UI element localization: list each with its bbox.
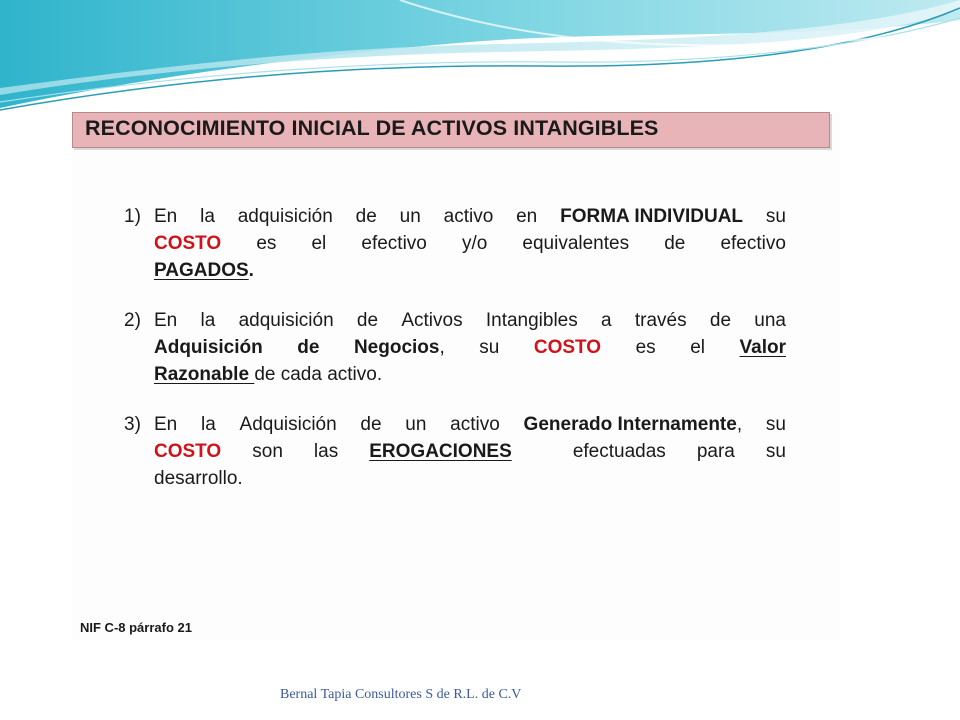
text-word: para [696, 441, 735, 462]
text-word: activo [450, 414, 500, 435]
text-word: el [690, 337, 705, 358]
item-3-line-2 [154, 438, 786, 465]
text-word: en [516, 206, 538, 227]
text-word: son [252, 441, 283, 462]
emphasis-razonable: Razonable [154, 364, 255, 385]
text-word: En [154, 206, 178, 227]
text-word: y/o [461, 233, 488, 254]
header-wave-decoration [0, 0, 960, 120]
item-number: 1) [124, 206, 141, 227]
title-bar [72, 112, 830, 148]
list-item-3 [124, 411, 786, 492]
text-word: desarrollo. [154, 468, 243, 489]
emphasis-pagados: PAGADOS [154, 260, 249, 281]
text-word: efectivo [720, 233, 786, 254]
text-word: equivalentes [522, 233, 630, 254]
text-word: En [154, 414, 178, 435]
emphasis-costo: COSTO [154, 441, 222, 462]
emphasis-valor: Valor [739, 337, 786, 358]
text-word: Adquisición [239, 414, 337, 435]
emphasis-costo: COSTO [154, 233, 222, 254]
text-word: su [479, 337, 500, 358]
text-word: de [664, 233, 686, 254]
text-word: un [405, 414, 427, 435]
text-word: de [709, 310, 732, 331]
text-word: una [754, 310, 786, 331]
emphasis-de: de [297, 337, 320, 358]
text-word: el [311, 233, 327, 254]
text-word: través [634, 310, 687, 331]
text-word: de [360, 414, 382, 435]
emphasis-erogaciones: EROGACIONES [369, 441, 512, 462]
text-word: la [200, 414, 216, 435]
text-word: las [313, 441, 339, 462]
text-word: , [439, 337, 445, 358]
text-word: de [356, 310, 379, 331]
text-word: efectuadas [572, 441, 666, 462]
item-number: 2) [124, 310, 141, 331]
emphasis-adquisicion: Adquisición [154, 337, 263, 358]
footer-company: Bernal Tapia Consultores S de R.L. de C.V [280, 687, 522, 702]
text-word: un [399, 206, 421, 227]
item-2-line-3 [154, 361, 786, 388]
list-item-1 [124, 203, 786, 284]
item-3-line-3 [154, 465, 786, 492]
text-word: . [248, 260, 254, 281]
item-1-line-3 [154, 257, 786, 284]
text-word: es [635, 337, 656, 358]
item-2-line-2 [154, 334, 786, 361]
text-word: efectivo [361, 233, 427, 254]
list-item-2 [124, 307, 786, 388]
text-word: a [601, 310, 612, 331]
emphasis-generado-internamente: Generado Internamente [523, 414, 737, 435]
text-word: Activos [401, 310, 463, 331]
text-word: , [736, 414, 743, 435]
text-word: activo [443, 206, 494, 227]
text-word: su [765, 441, 786, 462]
text-word: la [200, 310, 216, 331]
item-3-line-1 [154, 411, 786, 438]
text-word: es [256, 233, 277, 254]
source-reference: NIF C-8 párrafo 21 [80, 620, 192, 635]
item-number: 3) [124, 414, 141, 435]
emphasis-negocios: Negocios [353, 337, 440, 358]
text-word: su [765, 206, 786, 227]
item-2-line-1 [154, 307, 786, 334]
slide-title: RECONOCIMIENTO INICIAL DE ACTIVOS INTANGIBLES [85, 116, 659, 140]
recognition-list [124, 203, 786, 515]
text-word: Intangibles [485, 310, 578, 331]
text-word: de cada activo. [254, 364, 383, 385]
item-1-line-1 [154, 203, 786, 230]
text-word: En [154, 310, 178, 331]
text-word: adquisición [238, 310, 334, 331]
text-word: adquisición [237, 206, 333, 227]
item-1-line-2 [154, 230, 786, 257]
text-word: su [765, 414, 786, 435]
text-word: la [200, 206, 215, 227]
emphasis-costo: COSTO [533, 337, 602, 358]
emphasis-forma-individual: FORMA INDIVIDUAL [560, 206, 744, 227]
text-word: de [355, 206, 377, 227]
